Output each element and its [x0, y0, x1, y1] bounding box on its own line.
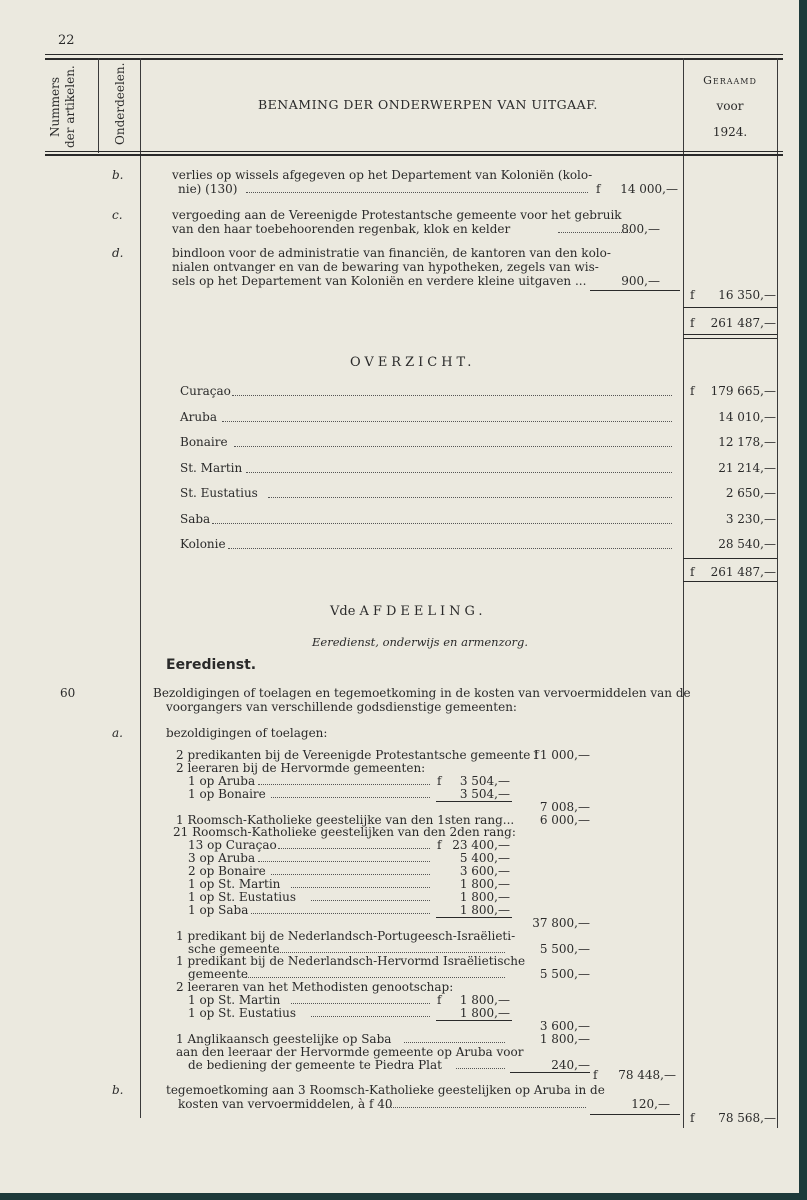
detail-amount-outer: 37 800,—	[532, 915, 590, 930]
header-bottom-rule-2	[45, 154, 783, 156]
overzicht-label: St. Eustatius	[180, 486, 258, 500]
detail-text: 1 op St. Eustatius	[188, 889, 297, 904]
final-f: f	[690, 1111, 695, 1125]
overzicht-label: St. Martin	[180, 461, 243, 475]
detail-amount-outer: 7 008,—	[539, 799, 590, 814]
detail-text: 1 op Saba	[188, 902, 249, 917]
detail-amount-outer: 3 600,—	[539, 1018, 590, 1033]
col-line-2	[140, 58, 141, 1118]
dot-leader	[404, 1042, 505, 1043]
item-letter: d.	[112, 246, 124, 260]
dot-leader	[278, 848, 430, 849]
detail-amount-inner: 1 800,—	[459, 889, 510, 904]
section-heading: Eeredienst.	[166, 657, 257, 673]
final-rule	[590, 1114, 680, 1115]
detail-text: 1 Roomsch-Katholieke geestelijke van den 1sten rang...	[176, 812, 515, 827]
detail-amount-outer: 240,—	[551, 1057, 590, 1072]
detail-text: 2 leeraren van het Methodisten genootschap:	[176, 980, 454, 995]
detail-text: 1 op St. Martin	[188, 877, 281, 891]
overzicht-amount: 179 665,—	[710, 384, 776, 398]
detail-amount-inner: 3 504,—	[459, 786, 510, 801]
col-line-1	[98, 58, 99, 153]
detail-amount-outer: 1 800,—	[539, 1031, 590, 1046]
item-line: tegemoetkoming aan 3 Roomsch-Katholieke geestelijken op Aruba in de	[166, 1083, 605, 1097]
item-line: verlies op wissels afgegeven op het Departement van Koloniën (kolo-	[172, 168, 593, 182]
overzicht-amount: 14 010,—	[718, 410, 776, 424]
detail-text: 1 predikant bij de Nederlandsch-Hervormd Israëlietische	[176, 954, 526, 969]
dot-leader	[271, 874, 430, 875]
detail-text: de bediening der gemeente te Piedra Plat	[188, 1057, 442, 1072]
detail-text: 2 op Bonaire	[188, 864, 266, 879]
detail-amount-outer: 5 500,—	[539, 941, 590, 956]
detail-text: gemeente	[188, 967, 249, 982]
dot-leader	[258, 861, 430, 862]
header-amount-2: voor	[716, 99, 744, 113]
detail-amount-outer: 5 500,—	[539, 967, 590, 982]
overzicht-label: Curaçao	[180, 384, 231, 398]
overzicht-label: Aruba	[180, 410, 217, 424]
dot-leader	[278, 952, 505, 953]
afdeeling-heading: Vde AFDEELING.	[330, 604, 487, 619]
final-total: 78 568,—	[718, 1111, 776, 1125]
dot-leader	[271, 797, 430, 798]
item-letter: b.	[112, 1083, 124, 1097]
item-line: vergoeding aan de Vereenigde Protestantsche gemeente voor het gebruik	[172, 208, 622, 222]
item-letter: c.	[112, 208, 123, 222]
dot-leader	[258, 784, 430, 785]
detail-text: 1 Anglikaansch geestelijke op Saba	[176, 1031, 392, 1046]
detail-amount-inner: 3 600,—	[459, 864, 510, 879]
a-total: 78 448,—	[618, 1068, 676, 1082]
sum-rule	[436, 1020, 512, 1021]
detail-amount-inner: 1 800,—	[459, 1006, 510, 1020]
header-title: BENAMING DER ONDERWERPEN VAN UITGAAF.	[258, 97, 598, 112]
detail-amount-outer: 6 000,—	[539, 812, 590, 827]
dot-leader	[222, 421, 672, 422]
detail-f: f	[437, 993, 442, 1008]
header-amount-1: Geraamd	[703, 74, 757, 87]
dot-leader	[311, 1016, 430, 1017]
detail-amount-outer: 11 000,—	[532, 748, 590, 762]
item-letter: b.	[112, 168, 124, 182]
dot-leader	[311, 900, 430, 901]
total-rule-top	[683, 307, 777, 308]
detail-text: 21 Roomsch-Katholieke geestelijken van den 2den rang:	[173, 825, 516, 840]
item-line: van den haar toebehoorenden regenbak, klok en kelder	[172, 222, 511, 236]
item-letter: a.	[112, 726, 123, 740]
article-number: 60	[60, 686, 76, 700]
sum-rule	[436, 801, 512, 802]
overzicht-amount: 3 230,—	[725, 512, 776, 526]
dot-leader	[386, 1107, 586, 1108]
detail-text: 1 op St. Martin	[188, 993, 281, 1008]
subtotal-amount: 16 350,—	[718, 288, 776, 302]
item-line: sels op het Departement van Koloniën en verdere kleine uitgaven ...	[172, 274, 587, 288]
dot-leader	[246, 192, 588, 193]
dot-leader	[245, 977, 505, 978]
overzicht-total-f: f	[690, 565, 695, 579]
detail-text: sche gemeente	[188, 941, 280, 956]
page-number: 22	[58, 33, 75, 48]
item-amount: 900,—	[621, 274, 660, 288]
overzicht-f: f	[690, 384, 695, 398]
sum-rule	[590, 290, 680, 291]
dot-leader	[456, 1068, 505, 1069]
col-line-3	[683, 58, 684, 1128]
total-rule-2	[683, 338, 777, 339]
detail-text: 2 leeraren bij de Hervormde gemeenten:	[176, 760, 426, 775]
detail-text: 2 predikanten bij de Vereenigde Protestantsche gemeente f	[176, 748, 539, 762]
item-line: kosten van vervoermiddelen, à f 40	[178, 1097, 393, 1111]
detail-amount-inner: 23 400,—	[452, 838, 510, 853]
dot-leader	[251, 913, 430, 914]
header-col-onderdeelen: Onderdeelen.	[113, 62, 127, 145]
a-total-rule	[510, 1072, 590, 1073]
item-line: nialen ontvanger en van de bewaring van hypotheken, zegels van wis-	[172, 260, 599, 274]
total-rule-1	[683, 334, 777, 335]
overzicht-total: 261 487,—	[710, 565, 776, 579]
dot-leader	[212, 523, 672, 524]
subtotal-f: f	[690, 288, 695, 302]
overzicht-total-rule-2	[683, 581, 777, 582]
overzicht-label: Kolonie	[180, 537, 226, 551]
article-desc: voorgangers van verschillende godsdienstige gemeenten:	[166, 700, 517, 714]
dot-leader	[291, 1003, 430, 1004]
item-f: f	[596, 182, 601, 196]
dot-leader	[246, 472, 672, 473]
item-amount: 14 000,—	[620, 182, 678, 196]
header-rule-thin	[45, 54, 783, 55]
b-amount: 120,—	[631, 1097, 670, 1111]
detail-text: 13 op Curaçao	[188, 838, 277, 853]
header-rule-thick	[45, 58, 783, 60]
header-amount-3: 1924.	[712, 125, 748, 139]
detail-amount-inner: 1 800,—	[459, 902, 510, 917]
detail-text: 1 op St. Eustatius	[188, 1006, 297, 1020]
overzicht-label: Bonaire	[180, 435, 228, 449]
detail-text: 1 predikant bij de Nederlandsch-Portugeesch-Israëlieti-	[176, 928, 516, 943]
overzicht-amount: 12 178,—	[718, 435, 776, 449]
item-line: nie) (130)	[178, 182, 238, 196]
total-amount: 261 487,—	[710, 316, 776, 330]
article-desc: Bezoldigingen of toelagen en tegemoetkoming in de kosten van vervoermiddelen van de	[153, 686, 691, 700]
dot-leader	[234, 446, 672, 447]
overzicht-total-rule	[683, 558, 777, 559]
detail-f: f	[437, 838, 442, 853]
dot-leader	[232, 395, 672, 396]
header-bottom-rule-1	[45, 151, 783, 152]
item-line: bindloon voor de administratie van financiën, de kantoren van den kolo-	[172, 246, 611, 260]
overzicht-title: OVERZICHT.	[350, 355, 476, 370]
detail-text: 1 op Bonaire	[188, 786, 266, 801]
afdeeling-subtitle: Eeredienst, onderwijs en armenzorg.	[312, 635, 529, 649]
overzicht-amount: 2 650,—	[725, 486, 776, 500]
total-f: f	[690, 316, 695, 330]
detail-amount-inner: 1 800,—	[459, 993, 510, 1008]
a-total-f: f	[593, 1068, 598, 1082]
detail-amount-inner: 1 800,—	[459, 877, 510, 891]
dot-leader	[228, 548, 672, 549]
detail-amount-inner: 3 504,—	[459, 773, 510, 788]
detail-f: f	[437, 773, 442, 788]
col-line-4	[777, 58, 778, 1128]
sum-rule	[436, 917, 512, 918]
dot-leader	[268, 497, 672, 498]
detail-text: 1 op Aruba	[188, 773, 256, 788]
dot-leader	[291, 887, 430, 888]
detail-text: 3 op Aruba	[188, 851, 256, 866]
overzicht-amount: 28 540,—	[718, 537, 776, 551]
overzicht-amount: 21 214,—	[718, 461, 776, 475]
overzicht-label: Saba	[180, 512, 211, 526]
item-label: bezoldigingen of toelagen:	[166, 726, 328, 740]
detail-text: aan den leeraar der Hervormde gemeente op Aruba voor	[176, 1044, 524, 1059]
header-col-nummers: Nummers der artikelen.	[48, 65, 77, 148]
item-amount: 800,—	[621, 222, 660, 236]
detail-amount-inner: 5 400,—	[459, 851, 510, 866]
